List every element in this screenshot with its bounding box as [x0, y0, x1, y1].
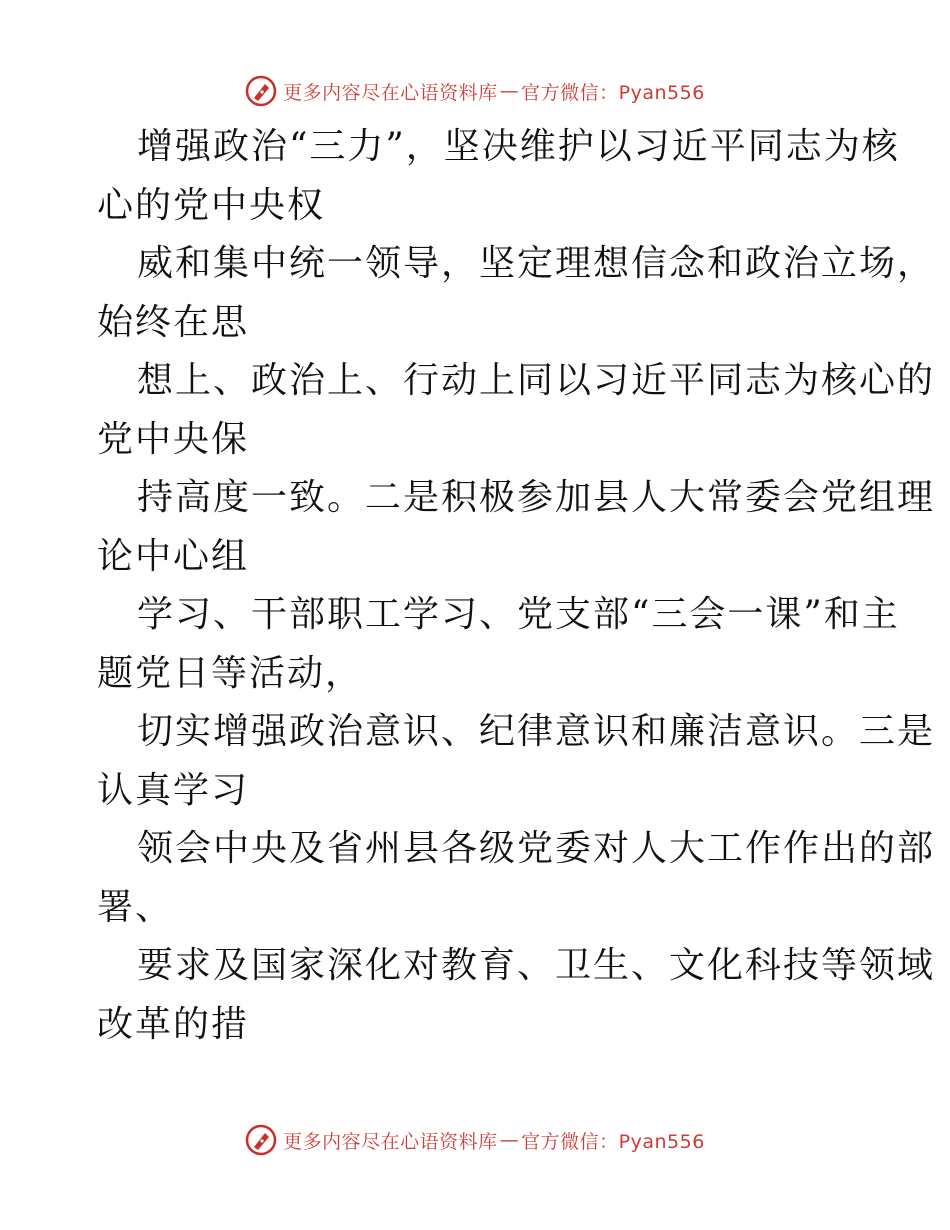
- watermark-contact-text: 官方微信：Pyan556: [521, 81, 705, 104]
- body-line: 党中央保: [97, 418, 250, 460]
- body-line: 论中心组: [97, 535, 250, 577]
- pen-nib-logo-icon: [245, 1124, 277, 1156]
- watermark-separator: —: [499, 80, 520, 102]
- watermark-site-text: 更多内容尽在心语资料库: [283, 1130, 498, 1153]
- body-line: 切实增强政治意识、纪律意识和廉洁意识。三是: [137, 711, 936, 752]
- body-line: 署、: [97, 886, 174, 928]
- watermark-separator: —: [499, 1129, 520, 1151]
- body-line: 持高度一致。二是积极参加县人大常委会党组理: [137, 477, 936, 518]
- body-line: 要求及国家深化对教育、卫生、文化科技等领域: [137, 945, 936, 986]
- body-line: 领会中央及省州县各级党委对人大工作作出的部: [137, 828, 936, 869]
- body-line: 心的党中央权: [97, 184, 326, 226]
- body-line: 威和集中统一领导，坚定理想信念和政治立场，: [137, 243, 936, 284]
- watermark-site-text: 更多内容尽在心语资料库: [283, 81, 498, 104]
- document-body: [97, 118, 936, 1054]
- pen-nib-logo-icon: [245, 75, 277, 107]
- body-line: 改革的措: [97, 1003, 250, 1045]
- watermark-contact-text: 官方微信：Pyan556: [521, 1130, 705, 1153]
- footer-watermark: [0, 1120, 950, 1160]
- body-line: 题党日等活动，: [97, 652, 364, 694]
- header-watermark: [0, 71, 950, 111]
- body-line: 始终在思: [97, 301, 250, 343]
- body-line: 学习、干部职工学习、党支部“三会一课”和主: [137, 594, 900, 635]
- body-line: 想上、政治上、行动上同以习近平同志为核心的: [137, 360, 936, 401]
- body-line: 认真学习: [97, 769, 250, 811]
- body-line: 增强政治“三力”，坚决维护以习近平同志为核: [137, 126, 900, 167]
